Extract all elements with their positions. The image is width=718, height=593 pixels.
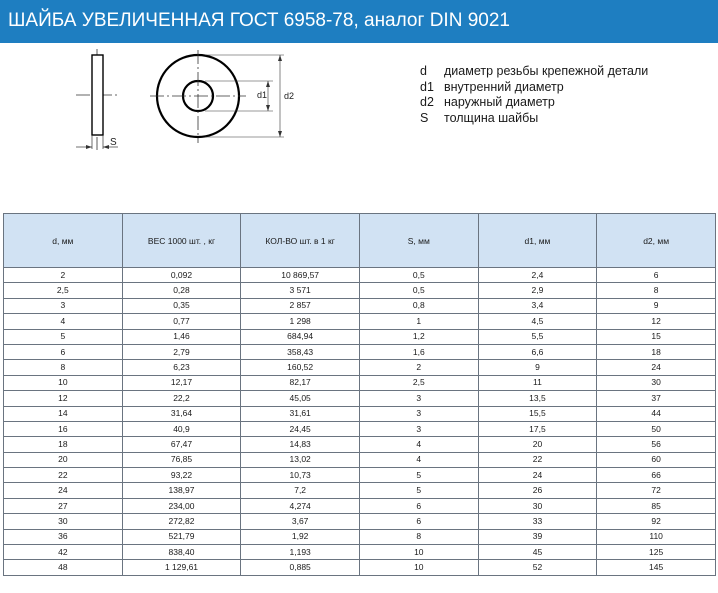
cell-d1: 2,4: [478, 268, 597, 283]
cell-d2: 92: [597, 514, 716, 529]
column-header-d1: d1, мм: [478, 214, 597, 268]
cell-weight: 76,85: [122, 452, 241, 467]
cell-quantity: 684,94: [241, 329, 360, 344]
legend-row: [420, 64, 648, 80]
table-row: [4, 452, 716, 467]
legend-symbol: d: [420, 64, 427, 78]
cell-d1: 24: [478, 468, 597, 483]
cell-s: 3: [359, 391, 478, 406]
cell-d1: 52: [478, 560, 597, 575]
cell-quantity: 31,61: [241, 406, 360, 421]
cell-d2: 44: [597, 406, 716, 421]
cell-d1: 17,5: [478, 421, 597, 436]
cell-d: 36: [4, 529, 123, 544]
cell-weight: 272,82: [122, 514, 241, 529]
cell-d: 2,5: [4, 283, 123, 298]
cell-weight: 22,2: [122, 391, 241, 406]
cell-weight: 0,28: [122, 283, 241, 298]
washer-side-view: [76, 49, 120, 150]
cell-d: 20: [4, 452, 123, 467]
cell-s: 5: [359, 483, 478, 498]
cell-d: 27: [4, 498, 123, 513]
legend: [420, 64, 648, 126]
cell-d: 10: [4, 375, 123, 390]
cell-weight: 0,35: [122, 298, 241, 313]
cell-s: 2,5: [359, 375, 478, 390]
cell-quantity: 1,193: [241, 545, 360, 560]
cell-d2: 12: [597, 314, 716, 329]
table-row: [4, 391, 716, 406]
cell-d1: 26: [478, 483, 597, 498]
cell-d1: 15,5: [478, 406, 597, 421]
cell-d1: 5,5: [478, 329, 597, 344]
table-row: [4, 406, 716, 421]
cell-quantity: 7,2: [241, 483, 360, 498]
cell-quantity: 82,17: [241, 375, 360, 390]
table-row: [4, 437, 716, 452]
cell-weight: 138,97: [122, 483, 241, 498]
cell-d2: 6: [597, 268, 716, 283]
cell-d: 14: [4, 406, 123, 421]
table-header-row: [4, 214, 716, 268]
cell-weight: 0,77: [122, 314, 241, 329]
cell-s: 0,5: [359, 268, 478, 283]
cell-quantity: 2 857: [241, 298, 360, 313]
table-row: [4, 483, 716, 498]
cell-d: 18: [4, 437, 123, 452]
table-row: [4, 344, 716, 359]
cell-d2: 56: [597, 437, 716, 452]
cell-s: 3: [359, 406, 478, 421]
cell-d1: 33: [478, 514, 597, 529]
cell-s: 6: [359, 498, 478, 513]
cell-weight: 0,092: [122, 268, 241, 283]
page-title: ШАЙБА УВЕЛИЧЕННАЯ ГОСТ 6958-78, аналог DIN 9021: [8, 10, 510, 31]
cell-quantity: 24,45: [241, 421, 360, 436]
column-header-weight: ВЕС 1000 шт. , кг: [122, 214, 241, 268]
cell-quantity: 10 869,57: [241, 268, 360, 283]
cell-d2: 145: [597, 560, 716, 575]
spec-table: [3, 213, 716, 576]
cell-d1: 9: [478, 360, 597, 375]
cell-d2: 30: [597, 375, 716, 390]
cell-s: 10: [359, 545, 478, 560]
legend-text: толщина шайбы: [444, 110, 539, 125]
cell-d2: 85: [597, 498, 716, 513]
legend-text: наружный диаметр: [444, 95, 555, 109]
cell-d: 16: [4, 421, 123, 436]
cell-weight: 12,17: [122, 375, 241, 390]
cell-d1: 39: [478, 529, 597, 544]
legend-row: [420, 95, 648, 111]
table-row: [4, 283, 716, 298]
cell-s: 6: [359, 514, 478, 529]
legend-symbol: d1: [420, 79, 434, 94]
cell-s: 8: [359, 529, 478, 544]
cell-quantity: 160,52: [241, 360, 360, 375]
cell-weight: 40,9: [122, 421, 241, 436]
cell-weight: 2,79: [122, 344, 241, 359]
table-row: [4, 560, 716, 575]
cell-d: 3: [4, 298, 123, 313]
cell-s: 2: [359, 360, 478, 375]
table-row: [4, 329, 716, 344]
cell-quantity: 0,885: [241, 560, 360, 575]
table-row: [4, 375, 716, 390]
table-row: [4, 314, 716, 329]
cell-weight: 1 129,61: [122, 560, 241, 575]
table-row: [4, 545, 716, 560]
cell-s: 0,8: [359, 298, 478, 313]
cell-d2: 50: [597, 421, 716, 436]
title-banner: [0, 0, 718, 43]
cell-d1: 20: [478, 437, 597, 452]
column-header-s: S, мм: [359, 214, 478, 268]
legend-symbol: d2: [420, 95, 434, 109]
cell-weight: 521,79: [122, 529, 241, 544]
cell-weight: 31,64: [122, 406, 241, 421]
legend-text: внутренний диаметр: [444, 79, 564, 94]
washer-front-view: [150, 50, 294, 143]
cell-s: 0,5: [359, 283, 478, 298]
cell-d2: 37: [597, 391, 716, 406]
column-header-quantity: КОЛ-ВО шт. в 1 кг: [241, 214, 360, 268]
legend-symbol: S: [420, 110, 429, 125]
cell-quantity: 358,43: [241, 344, 360, 359]
table-body: [4, 268, 716, 576]
cell-d1: 6,6: [478, 344, 597, 359]
cell-d: 42: [4, 545, 123, 560]
cell-s: 1,2: [359, 329, 478, 344]
cell-d: 12: [4, 391, 123, 406]
cell-s: 5: [359, 468, 478, 483]
table-row: [4, 298, 716, 313]
cell-d1: 30: [478, 498, 597, 513]
cell-quantity: 4,274: [241, 498, 360, 513]
cell-d: 24: [4, 483, 123, 498]
cell-d2: 24: [597, 360, 716, 375]
table-row: [4, 268, 716, 283]
cell-quantity: 10,73: [241, 468, 360, 483]
cell-d: 2: [4, 268, 123, 283]
cell-d1: 45: [478, 545, 597, 560]
cell-d2: 9: [597, 298, 716, 313]
cell-d2: 8: [597, 283, 716, 298]
label-s: S: [110, 137, 117, 148]
table-row: [4, 514, 716, 529]
table-row: [4, 529, 716, 544]
cell-d2: 15: [597, 329, 716, 344]
label-d1: d1: [257, 90, 268, 100]
column-header-d2: d2, мм: [597, 214, 716, 268]
table-row: [4, 468, 716, 483]
cell-d: 22: [4, 468, 123, 483]
cell-quantity: 45,05: [241, 391, 360, 406]
cell-quantity: 14,83: [241, 437, 360, 452]
cell-d: 30: [4, 514, 123, 529]
cell-d2: 60: [597, 452, 716, 467]
cell-weight: 1,46: [122, 329, 241, 344]
cell-quantity: 3 571: [241, 283, 360, 298]
cell-quantity: 13,02: [241, 452, 360, 467]
cell-d2: 66: [597, 468, 716, 483]
washer-drawing: [0, 43, 330, 163]
cell-d2: 72: [597, 483, 716, 498]
cell-d1: 13,5: [478, 391, 597, 406]
cell-quantity: 1 298: [241, 314, 360, 329]
legend-row: [420, 80, 648, 96]
cell-weight: 6,23: [122, 360, 241, 375]
cell-d1: 4,5: [478, 314, 597, 329]
cell-weight: 67,47: [122, 437, 241, 452]
cell-s: 4: [359, 437, 478, 452]
cell-d1: 22: [478, 452, 597, 467]
table-row: [4, 421, 716, 436]
cell-s: 4: [359, 452, 478, 467]
cell-d: 6: [4, 344, 123, 359]
table-row: [4, 360, 716, 375]
cell-d: 8: [4, 360, 123, 375]
cell-s: 1: [359, 314, 478, 329]
cell-quantity: 3,67: [241, 514, 360, 529]
cell-quantity: 1,92: [241, 529, 360, 544]
cell-weight: 234,00: [122, 498, 241, 513]
cell-d: 5: [4, 329, 123, 344]
cell-d2: 110: [597, 529, 716, 544]
cell-weight: 93,22: [122, 468, 241, 483]
cell-d2: 125: [597, 545, 716, 560]
cell-s: 1,6: [359, 344, 478, 359]
cell-d: 48: [4, 560, 123, 575]
cell-d1: 2,9: [478, 283, 597, 298]
cell-d: 4: [4, 314, 123, 329]
cell-d1: 3,4: [478, 298, 597, 313]
cell-s: 10: [359, 560, 478, 575]
cell-d1: 11: [478, 375, 597, 390]
cell-weight: 838,40: [122, 545, 241, 560]
cell-d2: 18: [597, 344, 716, 359]
table-row: [4, 498, 716, 513]
cell-s: 3: [359, 421, 478, 436]
column-header-d: d, мм: [4, 214, 123, 268]
legend-row: [420, 111, 648, 127]
label-d2: d2: [284, 91, 295, 101]
legend-text: диаметр резьбы крепежной детали: [444, 64, 649, 78]
